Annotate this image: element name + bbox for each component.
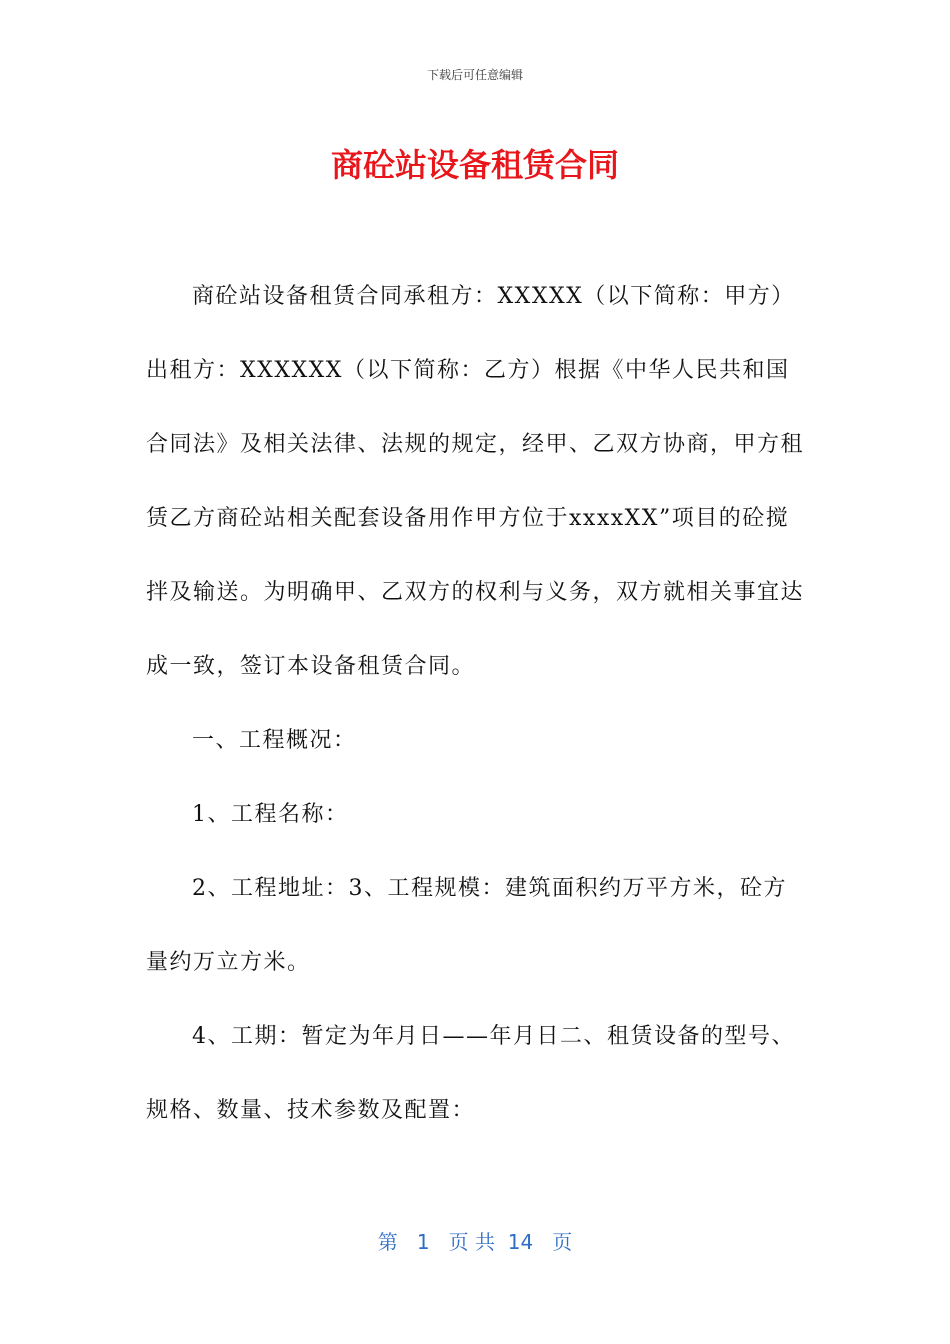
footer-pages-label: 页 — [552, 1230, 573, 1254]
page-header-note: 下载后可任意编辑 — [426, 68, 523, 82]
footer-page-label: 第 — [377, 1230, 398, 1254]
paragraph-project-name: 1、工程名称： — [192, 802, 349, 827]
footer-of-label: 页 共 — [448, 1230, 495, 1254]
footer-total-pages: 14 — [507, 1230, 534, 1254]
paragraph-section-1-heading: 一、工程概况： — [192, 728, 357, 753]
paragraph-project-address-scale: 2、工程地址：3、工程规模：建筑面积约万平方米，砼方量约万立方米。 — [146, 876, 787, 975]
footer-page-number: 1 — [416, 1230, 430, 1254]
page-footer — [0, 1226, 950, 1255]
paragraph-schedule: 4、工期：暂定为年月日——年月日二、租赁设备的型号、规格、数量、技术参数及配置： — [146, 1024, 795, 1123]
paragraph-intro: 商砼站设备租赁合同承租方：XXXXX（以下简称：甲方）出租方：XXXXXX（以下简称：乙方）根据《中华人民共和国合同法》及相关法律、法规的规定，经甲、乙双方协商，甲方租赁乙方商砼站相关配套设备用作甲方位于xxxxXX”项目的砼搅拌及输送。为明确甲、乙双方的权利与义务，双方就相关事宜达成一致，签订本设备租赁合同。 — [146, 284, 805, 679]
document-title: 商砼站设备租赁合同 — [330, 146, 619, 184]
document-body — [146, 260, 806, 1148]
